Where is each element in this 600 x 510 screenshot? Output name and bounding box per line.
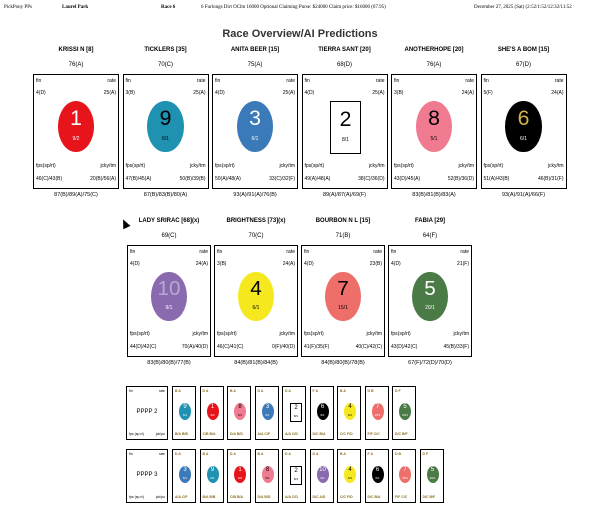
fps-label: fps (sp.rt) <box>129 495 144 499</box>
pppp-bottom-grades: C/B B/A <box>202 432 216 436</box>
program-number: 7 <box>403 467 407 473</box>
fps-label: fps(sp/rt) <box>125 163 146 169</box>
pppp-top-grades: B A <box>230 389 236 393</box>
program-number: 7 <box>375 404 380 410</box>
saddlecloth-oval <box>207 466 219 483</box>
program-number: 1 <box>70 106 82 131</box>
pppp-top-grades: D F <box>395 389 401 393</box>
pppp-bottom-grades: D/C A/D <box>312 495 326 499</box>
horse-name: FABIA [29] <box>414 218 446 224</box>
pppp-top-grades: D A <box>285 452 291 456</box>
program-number: 6 <box>320 404 325 410</box>
fin-value: 4(D) <box>36 90 46 96</box>
saddlecloth-oval <box>262 403 274 420</box>
jck-label: jck/po <box>155 432 165 436</box>
morning-line-odds: 6/1 <box>252 305 260 312</box>
rate-label: rate <box>460 249 469 255</box>
saddlecloth-oval <box>344 466 356 483</box>
race-conditions: 6 Furlongs Dirt OClm 16000 Optional Claiming Purse: $24000 Claim price: $16000 (67.95) <box>201 5 386 10</box>
program-number: 5 <box>403 404 407 410</box>
fin-value: 4(D) <box>304 90 315 96</box>
fin-label: fin <box>215 78 221 84</box>
horse-card[interactable] <box>214 245 298 357</box>
pppp-bottom-grades: F/F C/C <box>367 432 380 436</box>
saddlecloth-oval <box>325 272 360 321</box>
pppp-horse-card[interactable] <box>310 386 334 440</box>
pppp-horse-card[interactable] <box>172 386 196 440</box>
horse-card[interactable] <box>127 245 211 357</box>
pppp-top-grades: B A <box>340 389 346 393</box>
horse-card[interactable] <box>391 74 477 189</box>
pppp-top-grades: B A <box>257 452 264 456</box>
jcky-label: jcky/tm <box>189 163 206 169</box>
saddlecloth-oval <box>330 101 362 154</box>
horse-rating: 69(C) <box>161 233 177 239</box>
fps-value: 47(B)/45(A) <box>125 176 152 182</box>
horse-name: LADY SRIRAC [68](x) <box>138 218 200 224</box>
morning-line-odds: 20/1 <box>425 305 435 312</box>
jcky-value: 45(B)/33(F) <box>443 344 469 350</box>
pppp-summary-card[interactable] <box>126 386 168 440</box>
morning-line-odds: 8/1 <box>342 136 349 143</box>
saddlecloth-oval <box>262 466 274 483</box>
morning-line-odds: 20/1 <box>429 476 436 480</box>
program-number: 2 <box>294 468 298 474</box>
saddlecloth-oval <box>290 466 302 485</box>
page-title: Race Overview/AI Predictions <box>222 28 378 40</box>
rate-label: rate <box>107 78 116 84</box>
pppp-horse-card[interactable] <box>200 386 224 440</box>
horse-rating: 68(D) <box>336 62 352 68</box>
rate-label: rate <box>286 78 295 84</box>
horse-rating: 70(C) <box>248 233 264 239</box>
horse-name: BOURBON N L [15] <box>315 218 371 224</box>
rate-value: 23(B) <box>369 261 382 267</box>
jcky-value: 40(C)/42(C) <box>355 344 382 350</box>
pppp-horse-card[interactable] <box>227 386 251 440</box>
pppp-top-grades: D A <box>175 452 181 456</box>
morning-line-odds: 6/1 <box>251 135 259 142</box>
program-number: 4 <box>348 404 352 410</box>
program-number: 5 <box>424 276 436 300</box>
pppp-label: PPPP 2 <box>136 409 158 415</box>
pppp-bottom-grades: D/C B/F <box>395 432 408 436</box>
jcky-value: 33(C)/32(F) <box>269 176 295 182</box>
pppp-bottom-grades: D/C B/A <box>312 432 326 436</box>
horse-name: ANITA BEER [15] <box>230 47 280 53</box>
pppp-top-grades: B A <box>175 389 181 393</box>
program-number: 10 <box>157 276 181 300</box>
pppp-top-grades: D A <box>312 452 319 456</box>
program-number: 3 <box>183 467 187 473</box>
speed-summary: 67(F)/72(D)/70(D) <box>408 360 452 366</box>
pppp-horse-card[interactable] <box>365 386 389 440</box>
program-number: 6 <box>517 106 530 131</box>
saddlecloth-oval <box>179 403 191 420</box>
jcky-value: 20(B)/56(A) <box>90 176 116 182</box>
pppp-bottom-grades: C/B B/A <box>230 495 244 499</box>
fps-value: 46(C)/41(C) <box>217 344 244 350</box>
program-number: 1 <box>238 467 242 473</box>
pppp-top-grades: D B <box>395 452 402 456</box>
morning-line-odds: 6/1 <box>320 413 325 417</box>
saddlecloth-oval <box>399 403 411 420</box>
morning-line-odds: 9/1 <box>165 305 173 312</box>
horse-rating: 76(A) <box>426 62 442 68</box>
fin-label: fin <box>217 249 223 255</box>
pppp-top-grades: D A <box>202 389 209 393</box>
pppp-top-grades: B A <box>202 452 209 456</box>
pppp-label: PPPP 3 <box>136 472 158 478</box>
jcky-value: 0(F)/40(D) <box>271 344 295 350</box>
program-number: 5 <box>430 467 435 473</box>
fps-label: fps(sp/rt) <box>36 163 56 169</box>
page-header <box>0 2 600 14</box>
fin-label: fin <box>129 452 133 456</box>
pppp-top-grades: B A <box>340 452 346 456</box>
program-number: 2 <box>339 107 352 132</box>
horse-card[interactable] <box>481 74 567 189</box>
pppp-top-grades: D B <box>367 389 374 393</box>
horse-name: ANOTHERHOPE [20] <box>404 47 464 53</box>
pppp-summary-card[interactable] <box>126 449 168 503</box>
morning-line-odds: 5/1 <box>237 413 243 417</box>
horse-rating: 71(B) <box>335 233 351 239</box>
fin-label: fin <box>130 249 136 255</box>
horse-rating: 75(A) <box>247 62 263 68</box>
rate-label: rate <box>196 78 206 84</box>
jcky-label: jcky/tm <box>368 163 385 169</box>
jcky-value: 50(B)/39(B) <box>179 176 206 182</box>
horse-rating: 67(D) <box>515 62 531 68</box>
saddlecloth-oval <box>399 466 411 483</box>
program-number: 9 <box>159 106 172 131</box>
pppp-bottom-grades: B/A B/B <box>175 432 188 436</box>
program-number: 4 <box>348 467 352 473</box>
saddlecloth-oval <box>372 403 384 420</box>
saddlecloth-oval <box>344 403 356 420</box>
pppp-bottom-grades: C/C F/D <box>340 495 353 499</box>
program-number: 2 <box>294 405 298 411</box>
saddlecloth-oval <box>58 101 94 152</box>
saddlecloth-oval <box>290 403 302 422</box>
app-name: PickPony PPs <box>4 5 32 10</box>
jcky-label: jcky/tm <box>279 163 295 169</box>
race-number: Race 6 <box>161 5 176 10</box>
fps-value: 51(A)/43(B) <box>483 176 510 182</box>
pppp-horse-card[interactable] <box>172 449 196 503</box>
pppp-top-grades: D F <box>422 452 429 456</box>
horse-card[interactable] <box>388 245 472 357</box>
saddlecloth-oval <box>234 466 246 483</box>
race-date: December 27, 2025 (Sat) (2:52/1:52/12:32/11:52 <box>474 5 572 10</box>
fps-label: fps(sp/rt) <box>130 331 150 337</box>
program-number: 7 <box>337 276 349 300</box>
speed-summary: 93(A)/91(A)/66(F) <box>501 192 546 198</box>
pppp-horse-card[interactable] <box>337 449 361 503</box>
horse-rating: 76(A) <box>68 62 84 68</box>
pppp-horse-card[interactable] <box>282 449 306 503</box>
morning-line-odds: 6/1 <box>347 476 353 480</box>
morning-line-odds: 15/1 <box>338 305 348 312</box>
horse-name: TICKLERS [35] <box>144 47 187 53</box>
morning-line-odds: 6/1 <box>375 476 380 480</box>
fin-value: 4(D) <box>391 261 401 267</box>
speed-summary: 93(A)/91(A)/76(B) <box>233 192 277 198</box>
horse-card[interactable] <box>123 74 209 189</box>
fin-label: fin <box>36 78 42 84</box>
program-number: 9 <box>183 404 187 410</box>
pppp-horse-card[interactable] <box>227 449 251 503</box>
pppp-bottom-grades: A/A C/D <box>285 495 298 499</box>
jck-label: jck/po <box>155 495 165 499</box>
rate-label: rate <box>554 78 564 84</box>
fin-label: fin <box>304 249 310 255</box>
jcky-label: jcky/tm <box>458 163 474 169</box>
morning-line-odds: 9/2 <box>237 476 243 480</box>
speed-summary: 89(A)/87(A)/69(F) <box>322 192 367 198</box>
program-number: 3 <box>249 106 261 131</box>
fps-label: fps(sp/rt) <box>304 163 325 169</box>
speed-summary: 83(B)/81(B)/83(A) <box>412 192 456 198</box>
program-number: 10 <box>319 467 326 473</box>
pppp-top-grades: F A <box>312 389 319 393</box>
pppp-bottom-grades: D/C B/A <box>367 495 381 499</box>
morning-line-odds: 15/1 <box>402 476 408 480</box>
morning-line-odds: 6/1 <box>162 135 169 142</box>
fps-value: 43(D)/42(C) <box>391 344 418 350</box>
program-number: 3 <box>265 404 270 410</box>
pppp-bottom-grades: D/A B/D <box>230 432 243 436</box>
rate-value: 25(A) <box>372 90 385 96</box>
fps-value: 49(A)/48(A) <box>304 176 331 182</box>
morning-line-odds: 9/2 <box>72 135 80 142</box>
horse-name: KRISSI N [8] <box>58 47 94 53</box>
fps-value: 50(A)/48(A) <box>215 176 241 182</box>
track-name: Laurel Park <box>62 5 89 10</box>
fps-label: fps(sp/rt) <box>483 163 504 169</box>
saddlecloth-oval <box>238 272 273 321</box>
fin-value: 3(B) <box>125 90 135 96</box>
morning-line-odds: 5/1 <box>265 476 270 480</box>
pppp-horse-card[interactable] <box>392 449 416 503</box>
fin-label: fin <box>394 78 400 84</box>
rate-label: rate <box>158 452 165 456</box>
fps-value: 46(C)/43(B) <box>36 176 63 182</box>
saddlecloth-oval <box>179 466 191 483</box>
fin-value: 4(D) <box>215 90 225 96</box>
speed-summary: 83(B)/80(B)/77(B) <box>147 360 191 366</box>
pppp-bottom-grades: A/A C/F <box>257 432 271 436</box>
program-number: 8 <box>238 404 242 410</box>
rate-value: 24(A) <box>195 261 208 267</box>
fin-label: fin <box>129 389 133 393</box>
jcky-value: 70(A)/40(D) <box>181 344 208 350</box>
saddlecloth-oval <box>234 403 246 420</box>
fin-label: fin <box>483 78 489 84</box>
jcky-value: 46(B)/31(F) <box>537 176 564 182</box>
fps-value: 43(D)/45(A) <box>394 176 421 182</box>
rate-value: 24(A) <box>551 90 564 96</box>
fin-label: fin <box>304 78 310 84</box>
saddlecloth-oval <box>237 101 273 152</box>
pppp-horse-card[interactable] <box>200 449 224 503</box>
morning-line-odds: 8/1 <box>293 414 299 418</box>
pppp-bottom-grades: A/A C/F <box>175 495 188 499</box>
horse-name: BRIGHTNESS [73](x) <box>226 218 286 224</box>
pppp-horse-card[interactable] <box>337 386 361 440</box>
fin-value: 3(B) <box>217 261 227 267</box>
fin-label: fin <box>125 78 131 84</box>
horse-card[interactable] <box>33 74 119 189</box>
fin-value: 5(F) <box>483 90 493 96</box>
morning-line-odds: 20/1 <box>402 413 408 417</box>
horse-card[interactable] <box>212 74 298 189</box>
rate-value: 25(A) <box>103 90 116 96</box>
fps-label: fps(sp/rt) <box>394 163 414 169</box>
program-number: 8 <box>265 467 270 473</box>
horse-rating: 64(F) <box>422 233 438 239</box>
morning-line-odds: 8/1 <box>293 477 299 481</box>
fps-label: fps(sp/rt) <box>217 331 237 337</box>
rate-label: rate <box>286 249 295 255</box>
fps-value: 44(D)/42(C) <box>130 344 157 350</box>
morning-line-odds: 9/2 <box>210 413 215 417</box>
morning-line-odds: 6/1 <box>520 135 527 142</box>
rate-value: 25(A) <box>193 90 206 96</box>
saddlecloth-oval <box>416 101 452 152</box>
speed-summary: 87(B)/83(B)/80(A) <box>143 192 188 198</box>
rate-value: 21(F) <box>457 261 469 267</box>
pppp-bottom-grades: C/C F/D <box>340 432 353 436</box>
speed-summary: 84(B)/80(B)/78(B) <box>321 360 365 366</box>
program-number: 8 <box>428 106 440 131</box>
fps-label: fps(sp/rt) <box>304 331 324 337</box>
morning-line-odds: 9/1 <box>320 476 325 480</box>
pppp-horse-card[interactable] <box>420 449 444 503</box>
saddlecloth-oval <box>412 272 447 321</box>
morning-line-odds: 6/1 <box>182 476 188 480</box>
fin-value: 4(D) <box>130 261 140 267</box>
rate-label: rate <box>373 249 382 255</box>
pppp-bottom-grades: F/F C/C <box>395 495 408 499</box>
saddlecloth-oval <box>505 101 541 152</box>
horse-name: SHE'S A BOM [15] <box>497 47 550 53</box>
morning-line-odds: 6/1 <box>265 413 270 417</box>
rate-label: rate <box>375 78 385 84</box>
horse-card[interactable] <box>302 74 388 189</box>
saddlecloth-oval <box>372 466 384 483</box>
pppp-bottom-grades: D/C B/F <box>422 495 436 499</box>
horse-card[interactable] <box>301 245 385 357</box>
jcky-label: jcky/tm <box>453 331 469 337</box>
pppp-horse-card[interactable] <box>255 449 279 503</box>
pppp-horse-card[interactable] <box>392 386 416 440</box>
morning-line-odds: 5/1 <box>430 135 438 142</box>
horse-name: TIERRA SANT [20] <box>318 47 371 53</box>
rate-value: 24(A) <box>461 90 474 96</box>
jcky-label: jcky/tm <box>366 331 382 337</box>
rate-label: rate <box>158 389 165 393</box>
saddlecloth-oval <box>151 272 186 321</box>
saddlecloth-oval <box>207 403 219 420</box>
fps-label: fps(sp/rt) <box>215 163 235 169</box>
morning-line-odds: 6/1 <box>347 413 353 417</box>
fps-label: fps (sp.rt) <box>129 432 144 436</box>
jcky-value: 38(C)/36(D) <box>358 176 385 182</box>
morning-line-odds: 6/1 <box>182 413 188 417</box>
fin-value: 3(B) <box>394 90 404 96</box>
jcky-value: 52(B)/36(D) <box>447 176 474 182</box>
pppp-bottom-grades: B/A B/B <box>202 495 216 499</box>
pppp-horse-card[interactable] <box>365 449 389 503</box>
morning-line-odds: 6/1 <box>210 476 215 480</box>
jcky-label: jcky/tm <box>192 331 208 337</box>
fin-value: 4(D) <box>304 261 314 267</box>
pppp-top-grades: F A <box>367 452 374 456</box>
saddlecloth-oval <box>427 466 439 483</box>
pppp-horse-card[interactable] <box>255 386 279 440</box>
pppp-bottom-grades: A/A C/D <box>285 432 298 436</box>
program-number: 6 <box>375 467 380 473</box>
pppp-top-grades: D A <box>257 389 264 393</box>
pppp-top-grades: D A <box>230 452 236 456</box>
pppp-horse-card[interactable] <box>310 449 334 503</box>
rate-label: rate <box>465 78 474 84</box>
program-number: 1 <box>210 404 215 410</box>
rate-value: 25(A) <box>282 90 295 96</box>
horse-rating: 70(C) <box>157 62 173 68</box>
rate-value: 24(A) <box>282 261 295 267</box>
fps-label: fps(sp/rt) <box>391 331 411 337</box>
fin-label: fin <box>391 249 397 255</box>
morning-line-odds: 15/1 <box>374 413 381 417</box>
saddlecloth-oval <box>147 101 183 152</box>
pppp-bottom-grades: D/A B/D <box>257 495 271 499</box>
pppp-top-grades: D A <box>285 389 291 393</box>
rate-label: rate <box>199 249 208 255</box>
saddlecloth-oval <box>317 466 329 483</box>
jcky-label: jcky/tm <box>279 331 295 337</box>
speed-summary: 87(B)/89(A)/75(C) <box>54 192 98 198</box>
program-number: 4 <box>250 276 262 300</box>
jcky-label: jcky/tm <box>547 163 564 169</box>
speed-summary: 84(B)/81(B)/84(B) <box>234 360 278 366</box>
program-number: 9 <box>210 467 215 473</box>
saddlecloth-oval <box>317 403 329 420</box>
pppp-horse-card[interactable] <box>282 386 306 440</box>
jcky-label: jcky/tm <box>100 163 116 169</box>
fps-value: 41(F)/35(F) <box>304 344 330 350</box>
